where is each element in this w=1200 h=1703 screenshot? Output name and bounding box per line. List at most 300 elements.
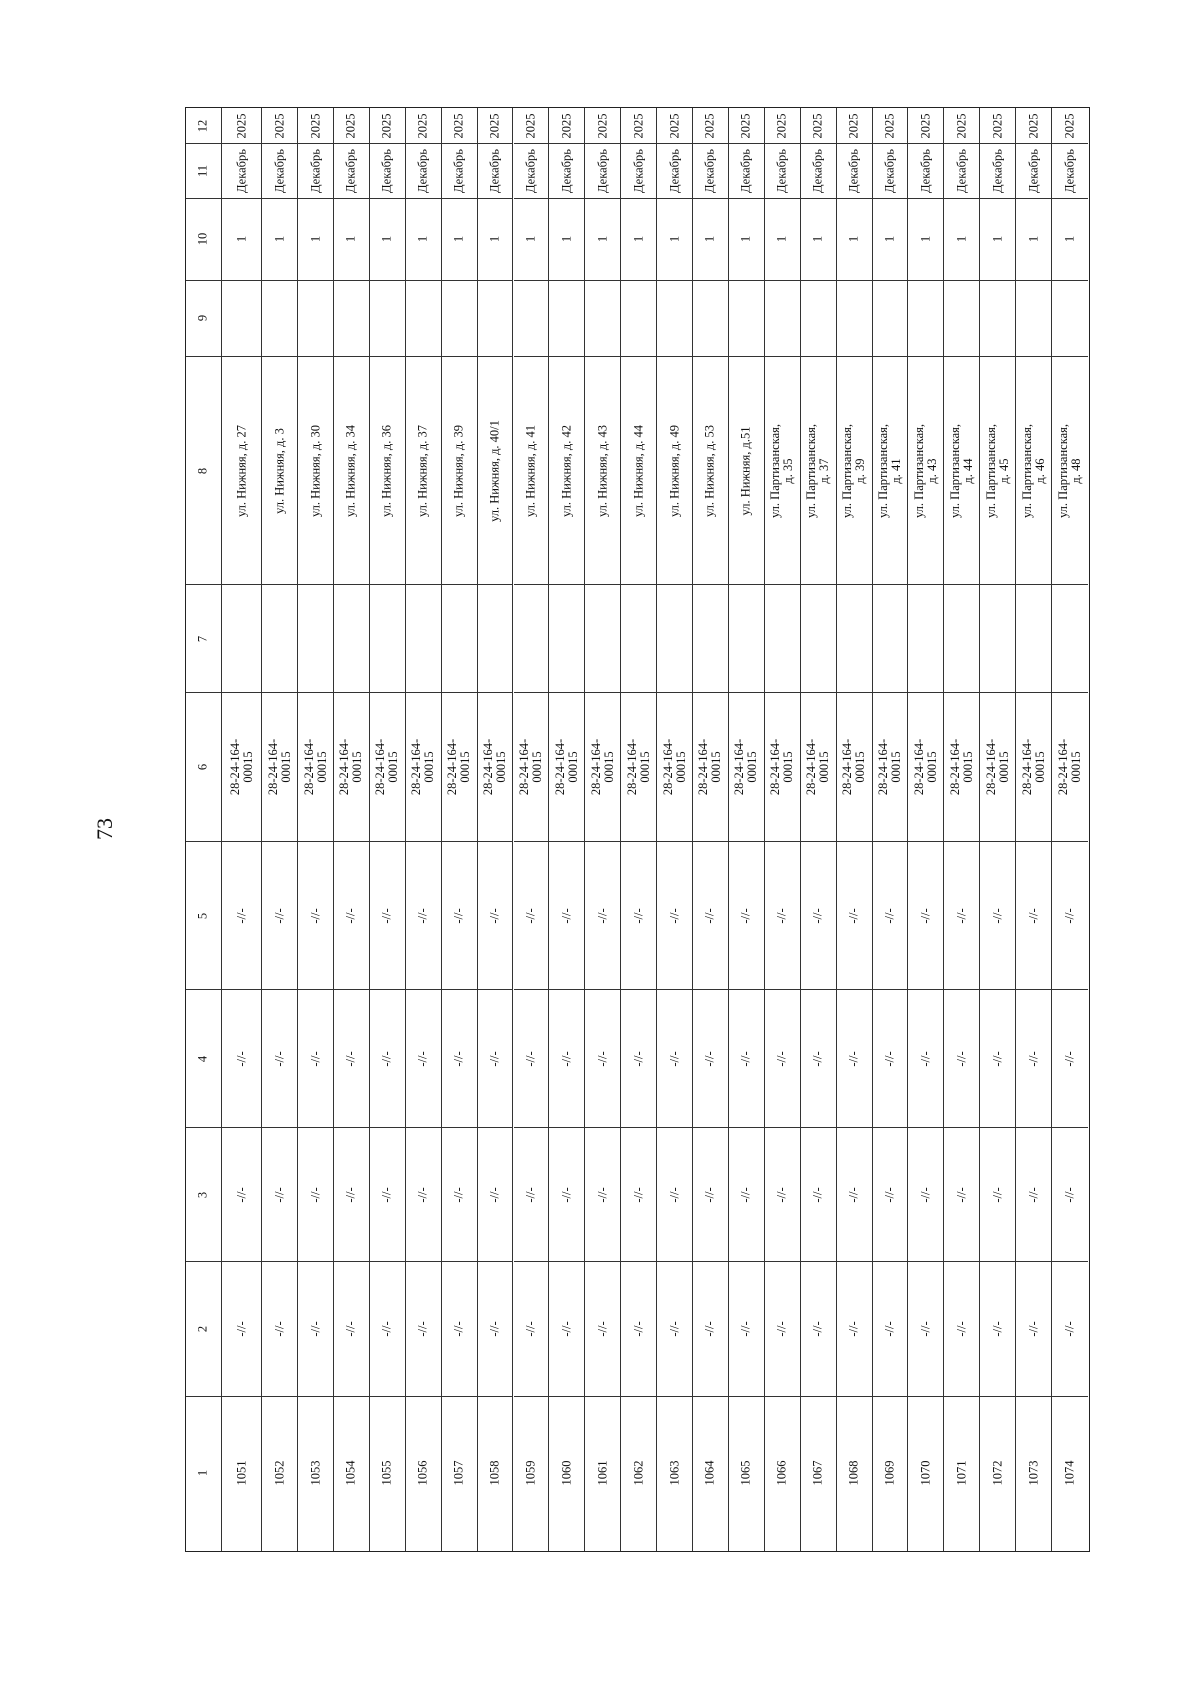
cell-value: 1 xyxy=(1062,236,1077,243)
cell-value: -//- xyxy=(954,908,969,924)
data-table xyxy=(185,107,1090,1552)
table-cell-c11 xyxy=(837,144,872,199)
table-cell-c10 xyxy=(406,199,441,280)
cell-value: 1071 xyxy=(954,1460,969,1486)
cell-value: 2025 xyxy=(523,113,538,139)
table-cell-c9 xyxy=(222,281,261,358)
table-cell-c8 xyxy=(334,357,369,585)
table-cell-c8 xyxy=(765,357,800,585)
table-cell-c3 xyxy=(657,1128,692,1262)
cell-value: -//- xyxy=(272,908,287,924)
cell-value: ул. Партизанская, д. 48 xyxy=(1056,423,1084,518)
cell-value: 28-24-164- 00015 xyxy=(804,739,832,796)
table-cell-c5 xyxy=(222,842,261,990)
table-cell-c4 xyxy=(549,990,584,1128)
cell-value: -//- xyxy=(1026,1050,1041,1067)
table-cell-c12 xyxy=(298,108,333,144)
table-cell-c2 xyxy=(478,1262,513,1396)
table-cell-c10 xyxy=(837,199,872,280)
cell-value: -//- xyxy=(379,908,394,924)
cell-value: ул. Нижняя, д. 40/1 xyxy=(487,419,502,522)
table-row xyxy=(222,108,262,1551)
cell-value: 2025 xyxy=(738,113,753,139)
cell-value: -//- xyxy=(415,1050,430,1067)
table-cell-c10 xyxy=(1016,199,1051,280)
cell-value: 1054 xyxy=(343,1460,358,1486)
cell-value: 1062 xyxy=(631,1460,646,1486)
table-cell-c10 xyxy=(621,199,656,280)
cell-value: -//- xyxy=(702,1187,717,1203)
header-cell xyxy=(186,1128,221,1262)
cell-value: Декабрь xyxy=(990,149,1005,194)
table-cell-n xyxy=(944,1397,979,1550)
cell-value: ул. Нижняя, д. 49 xyxy=(667,424,682,517)
table-cell-c3 xyxy=(980,1128,1015,1262)
table-cell-c11 xyxy=(944,144,979,199)
table-cell-c6 xyxy=(873,693,908,843)
table-cell-c2 xyxy=(944,1262,979,1396)
header-cell xyxy=(186,199,221,280)
table-cell-c2 xyxy=(980,1262,1015,1396)
table-cell-c12 xyxy=(693,108,728,144)
cell-value: -//- xyxy=(379,1187,394,1203)
table-cell-c10 xyxy=(298,199,333,280)
table-cell-c4 xyxy=(621,990,656,1128)
table-cell-c9 xyxy=(621,281,656,358)
cell-value: -//- xyxy=(559,1050,574,1067)
table-row xyxy=(765,108,801,1551)
table-cell-c8 xyxy=(908,357,943,585)
page-number: 73 xyxy=(92,818,117,840)
table-cell-c7 xyxy=(944,585,979,692)
cell-value: -//- xyxy=(308,908,322,924)
table-cell-c11 xyxy=(657,144,692,199)
table-cell-c8 xyxy=(478,357,513,585)
cell-value: -//- xyxy=(882,1321,897,1337)
table-cell-c6 xyxy=(1052,693,1088,843)
cell-value: Декабрь xyxy=(559,149,574,194)
cell-value: 1074 xyxy=(1062,1460,1077,1486)
table-cell-c9 xyxy=(370,281,405,358)
cell-value: 2025 xyxy=(846,113,861,139)
cell-value: 2025 xyxy=(451,113,466,139)
cell-value: 28-24-164- 00015 xyxy=(588,739,616,796)
cell-value: -//- xyxy=(415,1321,430,1337)
cell-value: -//- xyxy=(523,1050,538,1067)
cell-value: -//- xyxy=(487,1050,502,1067)
cell-value: Декабрь xyxy=(1026,149,1041,194)
cell-value: -//- xyxy=(343,908,358,924)
cell-value: -//- xyxy=(1026,908,1041,924)
header-cell xyxy=(186,693,221,843)
cell-value: -//- xyxy=(918,1187,933,1203)
table-cell-c8 xyxy=(729,357,764,585)
table-cell-c9 xyxy=(837,281,872,358)
cell-value: -//- xyxy=(343,1321,358,1337)
cell-value: -//- xyxy=(667,1187,682,1203)
cell-value: -//- xyxy=(882,908,897,924)
table-cell-n xyxy=(729,1397,764,1550)
table-cell-c9 xyxy=(801,281,836,358)
table-cell-c9 xyxy=(908,281,943,358)
table-cell-c7 xyxy=(370,585,405,692)
cell-value: 1 xyxy=(810,236,825,243)
table-cell-c12 xyxy=(478,108,513,144)
cell-value: -//- xyxy=(990,1187,1005,1203)
table-cell-c12 xyxy=(873,108,908,144)
table-cell-n xyxy=(837,1397,872,1550)
table-cell-c6 xyxy=(693,693,728,843)
table-cell-c12 xyxy=(908,108,943,144)
table-cell-c5 xyxy=(908,842,943,990)
table-cell-c12 xyxy=(1052,108,1088,144)
header-cell xyxy=(186,144,221,199)
table-cell-c5 xyxy=(334,842,369,990)
cell-value: Декабрь xyxy=(702,149,717,194)
table-cell-c2 xyxy=(406,1262,441,1396)
cell-value: 2025 xyxy=(234,113,249,139)
cell-value: 1058 xyxy=(487,1460,502,1486)
header-row xyxy=(186,108,222,1551)
cell-value: -//- xyxy=(882,1187,897,1203)
table-cell-c8 xyxy=(585,357,620,585)
cell-value: 1 xyxy=(234,236,249,243)
cell-value: -//- xyxy=(990,1321,1005,1337)
cell-value: -//- xyxy=(523,1321,538,1337)
cell-value: 28-24-164- 00015 xyxy=(373,739,401,796)
table-cell-c7 xyxy=(478,585,513,692)
cell-value: 28-24-164- 00015 xyxy=(947,739,975,796)
cell-value: 1 xyxy=(487,236,502,243)
table-cell-c7 xyxy=(549,585,584,692)
table-cell-n xyxy=(478,1397,513,1550)
cell-value: -//- xyxy=(846,1321,861,1337)
cell-value: 1 xyxy=(272,236,287,243)
cell-value: -//- xyxy=(1062,1321,1077,1337)
cell-value: 28-24-164- 00015 xyxy=(696,739,724,796)
table-cell-c10 xyxy=(442,199,477,280)
table-cell-c3 xyxy=(222,1128,261,1262)
cell-value: -//- xyxy=(810,1321,825,1337)
table-cell-c7 xyxy=(729,585,764,692)
cell-value: Декабрь xyxy=(415,149,430,194)
table-cell-n xyxy=(873,1397,908,1550)
table-cell-c12 xyxy=(980,108,1015,144)
cell-value: -//- xyxy=(559,908,574,924)
table-cell-c7 xyxy=(222,585,261,692)
header-label: 1 xyxy=(195,1470,210,1477)
cell-value: 28-24-164- 00015 xyxy=(840,739,868,796)
cell-value: 1066 xyxy=(774,1460,789,1486)
header-label: 12 xyxy=(195,119,210,132)
cell-value: -//- xyxy=(451,1050,466,1067)
table-cell-c9 xyxy=(1016,281,1051,358)
table-cell-c2 xyxy=(549,1262,584,1396)
table-cell-c8 xyxy=(514,357,549,585)
table-cell-c12 xyxy=(222,108,261,144)
table-cell-c7 xyxy=(1052,585,1088,692)
cell-value: ул. Нижняя, д. 36 xyxy=(379,424,394,517)
table-cell-c11 xyxy=(298,144,333,199)
table-cell-c6 xyxy=(406,693,441,843)
cell-value: -//- xyxy=(846,1187,861,1203)
table-cell-c8 xyxy=(1052,357,1088,585)
cell-value: 1 xyxy=(595,236,610,243)
table-cell-c9 xyxy=(585,281,620,358)
table-cell-c11 xyxy=(585,144,620,199)
table-row xyxy=(801,108,837,1551)
cell-value: 1 xyxy=(379,236,394,243)
table-cell-c2 xyxy=(442,1262,477,1396)
table-cell-c7 xyxy=(873,585,908,692)
table-cell-c5 xyxy=(406,842,441,990)
table-cell-c3 xyxy=(334,1128,369,1262)
table-cell-n xyxy=(442,1397,477,1550)
header-label: 5 xyxy=(195,912,210,919)
cell-value: -//- xyxy=(595,1050,610,1067)
table-cell-c11 xyxy=(765,144,800,199)
cell-value: -//- xyxy=(1026,1187,1041,1203)
table-cell-c7 xyxy=(657,585,692,692)
table-cell-c2 xyxy=(729,1262,764,1396)
table-cell-c3 xyxy=(801,1128,836,1262)
cell-value: 1 xyxy=(559,236,574,243)
cell-value: -//- xyxy=(272,1187,287,1203)
cell-value: 1 xyxy=(308,236,322,243)
cell-value: 28-24-164- 00015 xyxy=(983,739,1011,796)
cell-value: 1070 xyxy=(918,1460,933,1486)
table-cell-c5 xyxy=(1052,842,1088,990)
table-cell-c12 xyxy=(549,108,584,144)
table-cell-c7 xyxy=(262,585,297,692)
cell-value: 2025 xyxy=(667,113,682,139)
cell-value: -//- xyxy=(272,1050,287,1067)
table-cell-c7 xyxy=(980,585,1015,692)
table-row xyxy=(621,108,657,1551)
cell-value: 1057 xyxy=(451,1460,466,1486)
table-cell-c12 xyxy=(442,108,477,144)
cell-value: -//- xyxy=(1026,1321,1041,1337)
table-cell-c11 xyxy=(621,144,656,199)
cell-value: Декабрь xyxy=(667,149,682,194)
table-cell-c7 xyxy=(406,585,441,692)
table-cell-c11 xyxy=(980,144,1015,199)
table-cell-c2 xyxy=(801,1262,836,1396)
table-cell-c5 xyxy=(549,842,584,990)
header-label: 3 xyxy=(195,1191,210,1198)
header-cell xyxy=(186,1397,221,1550)
table-cell-c4 xyxy=(298,990,333,1128)
cell-value: 1055 xyxy=(379,1460,394,1486)
table-cell-c6 xyxy=(298,693,333,843)
cell-value: 2025 xyxy=(954,113,969,139)
cell-value: -//- xyxy=(774,1050,789,1067)
cell-value: -//- xyxy=(451,1187,466,1203)
table-cell-c4 xyxy=(729,990,764,1128)
header-label: 7 xyxy=(195,635,210,642)
table-row xyxy=(837,108,873,1551)
cell-value: ул. Партизанская, д. 37 xyxy=(804,423,832,518)
cell-value: 1 xyxy=(667,236,682,243)
table-cell-c7 xyxy=(693,585,728,692)
cell-value: Декабрь xyxy=(451,149,466,194)
cell-value: 1056 xyxy=(415,1460,430,1486)
cell-value: 1 xyxy=(702,236,717,243)
cell-value: -//- xyxy=(631,1321,646,1337)
cell-value: -//- xyxy=(1062,1050,1077,1067)
cell-value: -//- xyxy=(451,1321,466,1337)
cell-value: 2025 xyxy=(882,113,897,139)
table-cell-c10 xyxy=(585,199,620,280)
table-cell-c3 xyxy=(298,1128,333,1262)
table-cell-c4 xyxy=(1052,990,1088,1128)
cell-value: -//- xyxy=(272,1321,287,1337)
table-cell-c5 xyxy=(514,842,549,990)
cell-value: ул. Нижняя, д. 27 xyxy=(234,424,249,517)
cell-value: 2025 xyxy=(559,113,574,139)
cell-value: Декабрь xyxy=(882,149,897,194)
table-cell-c5 xyxy=(873,842,908,990)
cell-value: 1053 xyxy=(308,1460,322,1486)
table-cell-c11 xyxy=(222,144,261,199)
cell-value: -//- xyxy=(738,908,753,924)
table-cell-c5 xyxy=(298,842,333,990)
table-cell-c7 xyxy=(298,585,333,692)
table-row xyxy=(1052,108,1088,1551)
cell-value: 2025 xyxy=(272,113,287,139)
table-cell-c10 xyxy=(908,199,943,280)
cell-value: 2025 xyxy=(1062,113,1077,139)
table-cell-c10 xyxy=(514,199,549,280)
cell-value: Декабрь xyxy=(738,149,753,194)
cell-value: -//- xyxy=(415,1187,430,1203)
table-cell-n xyxy=(621,1397,656,1550)
cell-value: ул. Нижняя, д. 3 xyxy=(272,427,287,514)
cell-value: -//- xyxy=(631,1050,646,1067)
table-cell-c10 xyxy=(549,199,584,280)
table-cell-c6 xyxy=(222,693,261,843)
table-cell-c10 xyxy=(980,199,1015,280)
table-cell-c3 xyxy=(514,1128,549,1262)
cell-value: Декабрь xyxy=(272,149,287,194)
table-cell-c8 xyxy=(1016,357,1051,585)
table-cell-c12 xyxy=(514,108,549,144)
cell-value: 28-24-164- 00015 xyxy=(768,739,796,796)
table-cell-c3 xyxy=(262,1128,297,1262)
table-cell-c5 xyxy=(585,842,620,990)
table-row xyxy=(406,108,442,1551)
header-label: 10 xyxy=(195,233,210,246)
table-cell-c10 xyxy=(478,199,513,280)
cell-value: -//- xyxy=(308,1050,322,1067)
cell-value: 2025 xyxy=(308,113,322,139)
table-cell-c5 xyxy=(442,842,477,990)
cell-value: -//- xyxy=(774,1187,789,1203)
table-cell-c9 xyxy=(729,281,764,358)
cell-value: 2025 xyxy=(918,113,933,139)
table-cell-c8 xyxy=(262,357,297,585)
table-cell-c4 xyxy=(837,990,872,1128)
table-cell-c4 xyxy=(585,990,620,1128)
table-cell-c9 xyxy=(944,281,979,358)
table-cell-c3 xyxy=(693,1128,728,1262)
table-cell-c8 xyxy=(549,357,584,585)
cell-value: -//- xyxy=(810,1187,825,1203)
table-cell-n xyxy=(657,1397,692,1550)
table-cell-c6 xyxy=(908,693,943,843)
table-cell-c6 xyxy=(549,693,584,843)
cell-value: Декабрь xyxy=(810,149,825,194)
cell-value: 1 xyxy=(343,236,358,243)
cell-value: -//- xyxy=(990,1050,1005,1067)
table-cell-c12 xyxy=(406,108,441,144)
cell-value: -//- xyxy=(667,908,682,924)
cell-value: -//- xyxy=(234,1050,249,1067)
table-cell-n xyxy=(765,1397,800,1550)
cell-value: -//- xyxy=(343,1187,358,1203)
cell-value: ул. Партизанская, д. 46 xyxy=(1019,423,1047,518)
table-cell-c8 xyxy=(801,357,836,585)
table-cell-c9 xyxy=(406,281,441,358)
table-cell-c8 xyxy=(370,357,405,585)
table-cell-c10 xyxy=(765,199,800,280)
table-cell-n xyxy=(980,1397,1015,1550)
table-cell-c8 xyxy=(657,357,692,585)
table-cell-c10 xyxy=(262,199,297,280)
table-row xyxy=(370,108,406,1551)
table-cell-c8 xyxy=(980,357,1015,585)
table-cell-c4 xyxy=(801,990,836,1128)
table-cell-c11 xyxy=(370,144,405,199)
cell-value: -//- xyxy=(343,1050,358,1067)
table-cell-c8 xyxy=(222,357,261,585)
table-cell-c12 xyxy=(621,108,656,144)
table-cell-c10 xyxy=(873,199,908,280)
table-cell-c5 xyxy=(1016,842,1051,990)
cell-value: -//- xyxy=(523,1187,538,1203)
table-row xyxy=(873,108,909,1551)
table-cell-c5 xyxy=(837,842,872,990)
cell-value: -//- xyxy=(918,908,933,924)
cell-value: Декабрь xyxy=(487,149,502,194)
table-cell-c7 xyxy=(621,585,656,692)
cell-value: ул. Партизанская, д. 41 xyxy=(876,423,903,518)
table-cell-c3 xyxy=(549,1128,584,1262)
table-row xyxy=(549,108,585,1551)
cell-value: 2025 xyxy=(379,113,394,139)
table-cell-c8 xyxy=(621,357,656,585)
table-cell-c7 xyxy=(334,585,369,692)
table-cell-n xyxy=(370,1397,405,1550)
cell-value: 1 xyxy=(846,236,861,243)
cell-value: Декабрь xyxy=(595,149,610,194)
table-cell-c5 xyxy=(765,842,800,990)
table-cell-c11 xyxy=(1016,144,1051,199)
table-cell-c12 xyxy=(1016,108,1051,144)
table-cell-c2 xyxy=(585,1262,620,1396)
table-cell-c11 xyxy=(262,144,297,199)
cell-value: 1063 xyxy=(667,1460,682,1486)
table-cell-c4 xyxy=(478,990,513,1128)
table-cell-c12 xyxy=(262,108,297,144)
table-cell-c6 xyxy=(621,693,656,843)
cell-value: -//- xyxy=(738,1321,753,1337)
cell-value: Декабрь xyxy=(918,149,933,194)
table-cell-n xyxy=(549,1397,584,1550)
cell-value: -//- xyxy=(774,1321,789,1337)
cell-value: -//- xyxy=(882,1050,897,1067)
table-cell-c11 xyxy=(334,144,369,199)
